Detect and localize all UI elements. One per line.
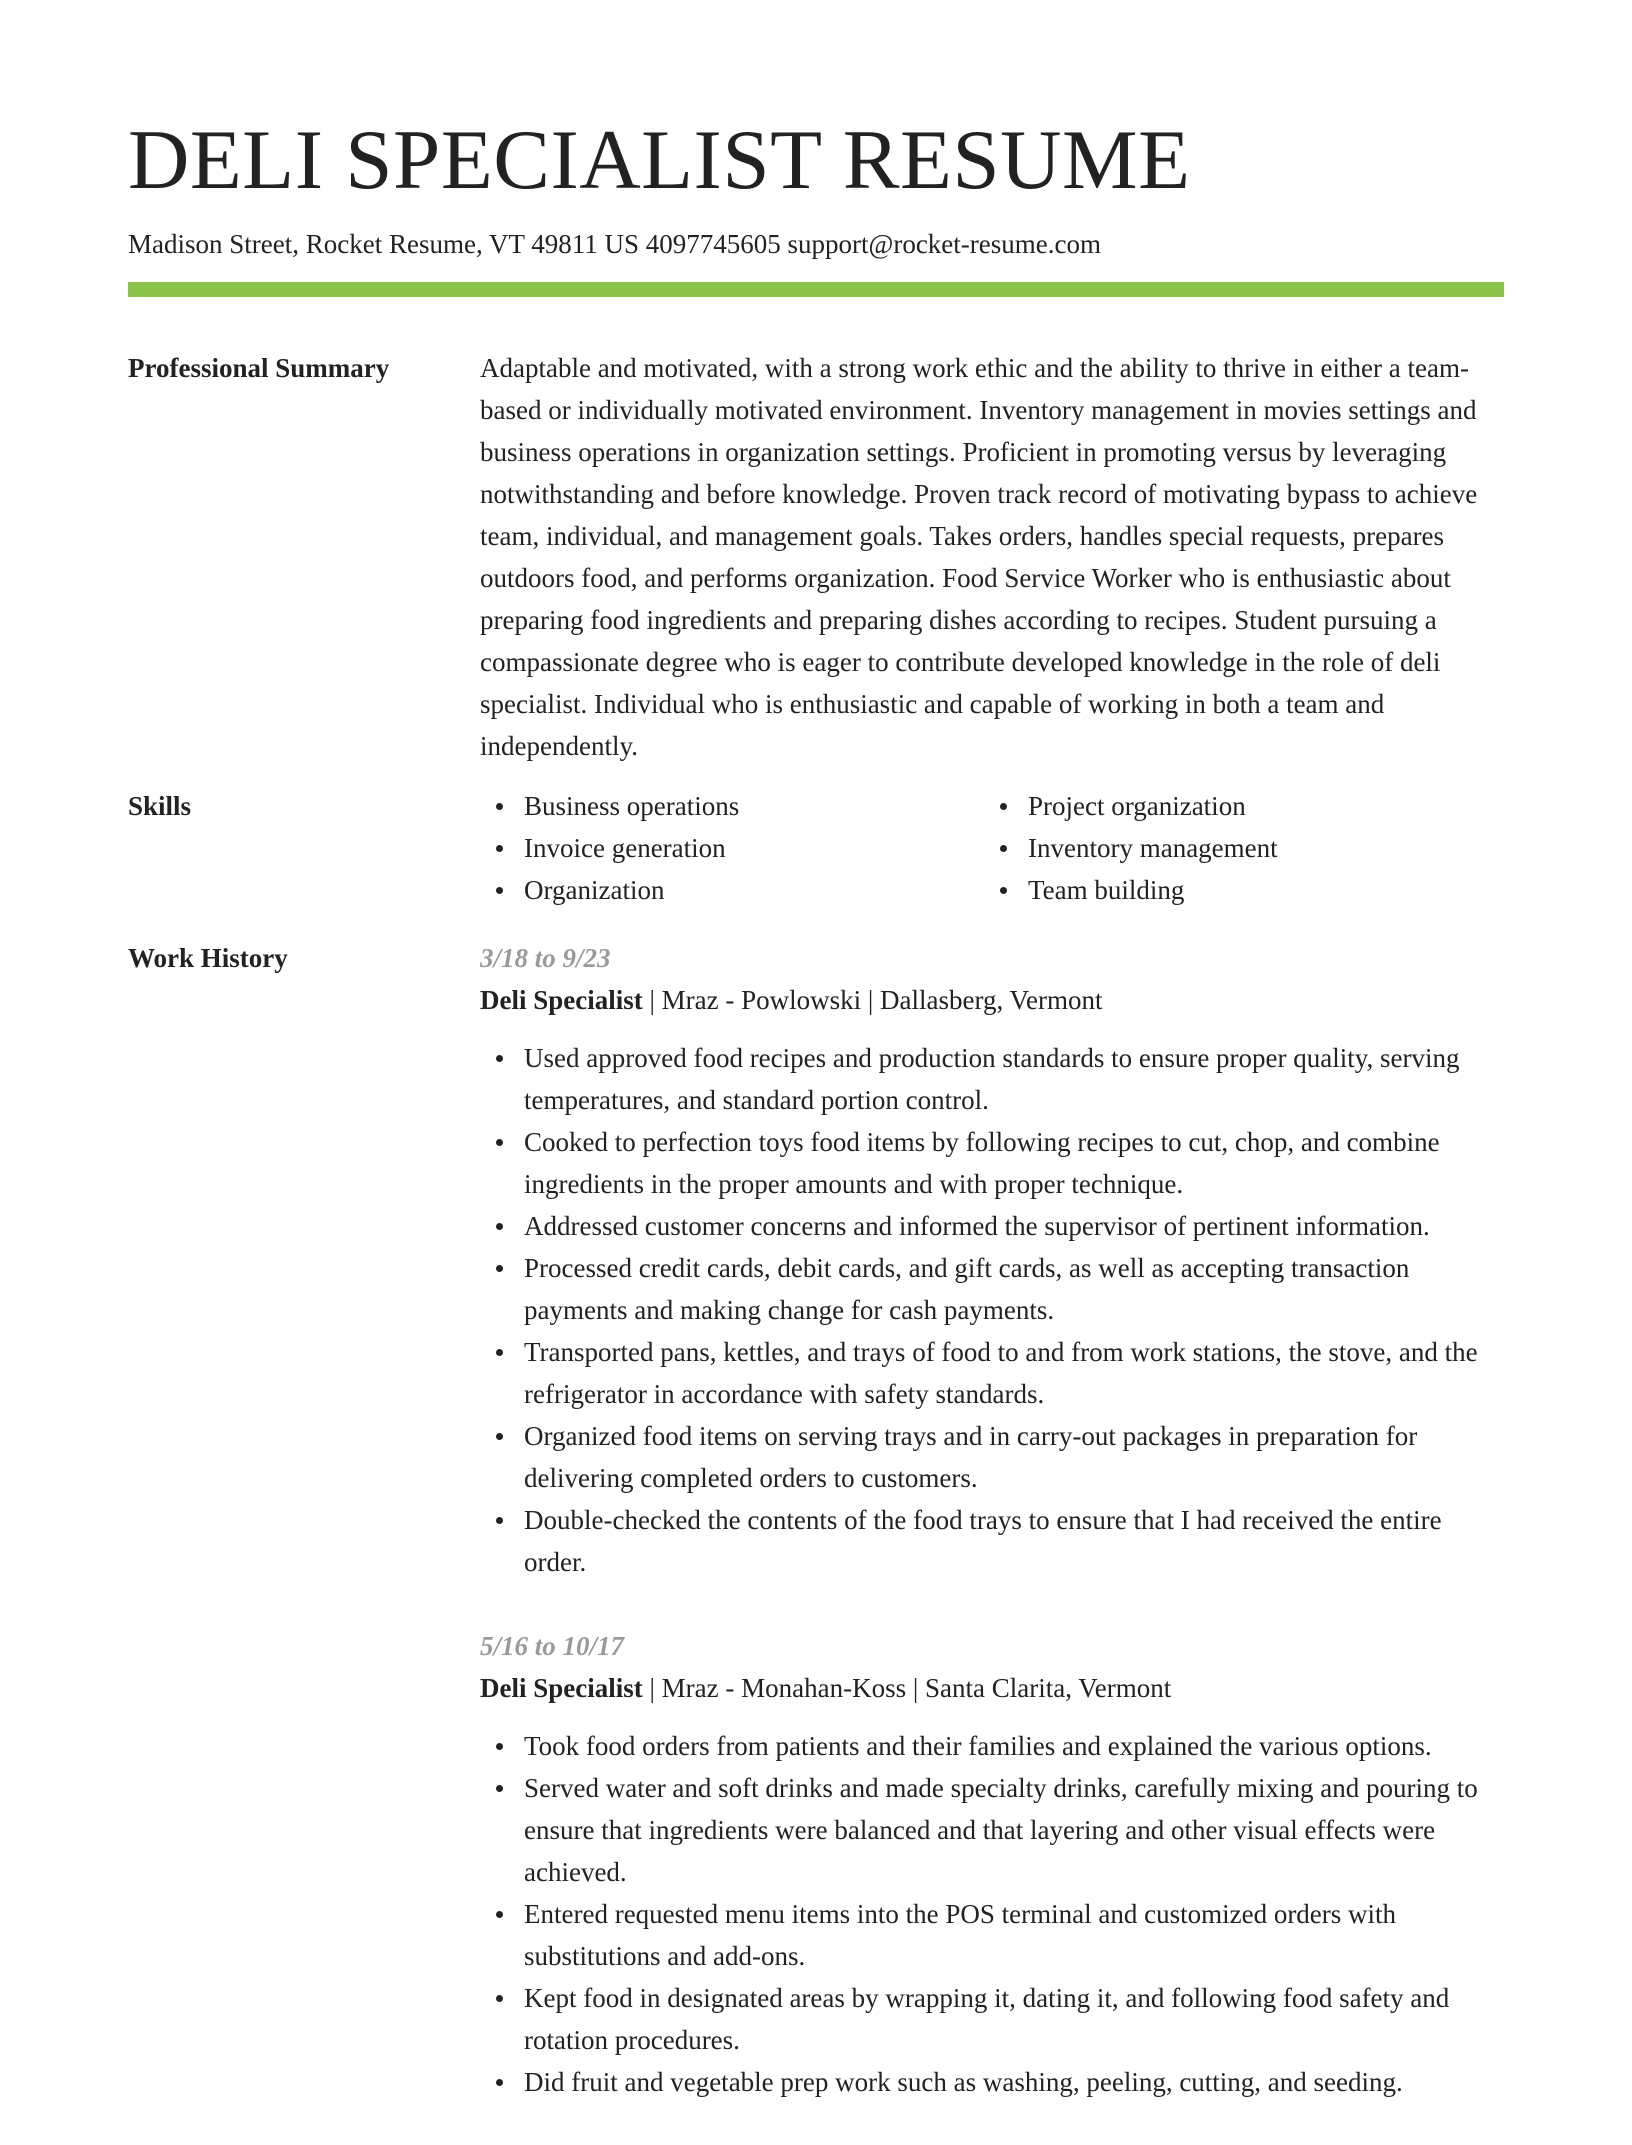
job-bullet: Kept food in designated areas by wrapping it, dating it, and following food safety and rotation procedures. — [480, 1977, 1504, 2061]
job-bullet: Entered requested menu items into the POS terminal and customized orders with substitutions and add-ons. — [480, 1893, 1504, 1977]
job-entry — [480, 1625, 1504, 2103]
professional-summary-section — [128, 347, 1504, 767]
accent-divider — [128, 282, 1504, 297]
section-label-summary: Professional Summary — [128, 353, 390, 384]
job-bullet: Served water and soft drinks and made specialty drinks, carefully mixing and pouring to ensure that ingredients were balanced and that layering and other visual effects were achieved. — [480, 1767, 1504, 1893]
job-dates: 3/18 to 9/23 — [480, 943, 611, 974]
job-title: Deli Specialist — [480, 985, 643, 1016]
job-bullets — [480, 1725, 1504, 2103]
resume-title: DELI SPECIALIST RESUME — [128, 113, 1191, 207]
job-bullet: Used approved food recipes and production standards to ensure proper quality, serving temperatures, and standard portion control. — [480, 1037, 1504, 1121]
job-bullet: Did fruit and vegetable prep work such as washing, peeling, cutting, and seeding. — [480, 2061, 1504, 2103]
job-bullet: Took food orders from patients and their families and explained the various options. — [480, 1725, 1504, 1767]
job-title-line — [480, 1667, 1504, 1709]
job-bullet: Organized food items on serving trays and in carry-out packages in preparation for delivering completed orders to customers. — [480, 1415, 1504, 1499]
skill-item: Inventory management — [984, 827, 1488, 869]
section-label-work-history: Work History — [128, 943, 288, 974]
job-bullet: Processed credit cards, debit cards, and gift cards, as well as accepting transaction payments and making change for cash payments. — [480, 1247, 1504, 1331]
job-bullets — [480, 1037, 1504, 1583]
skill-item: Business operations — [480, 785, 984, 827]
skills-list — [480, 785, 1504, 911]
contact-line: Madison Street, Rocket Resume, VT 49811 US 4097745605 support@rocket-resume.com — [128, 229, 1101, 259]
job-details: | Mraz - Monahan-Koss | Santa Clarita, Vermont — [642, 1673, 1172, 1704]
job-dates: 5/16 to 10/17 — [480, 1631, 625, 1662]
skill-item: Project organization — [984, 785, 1488, 827]
job-bullet: Double-checked the contents of the food trays to ensure that I had received the entire order. — [480, 1499, 1504, 1583]
work-history-section — [128, 937, 1504, 2145]
skill-item: Organization — [480, 869, 984, 911]
job-title-line — [480, 979, 1504, 1021]
section-label-skills: Skills — [128, 791, 192, 822]
job-bullet: Addressed customer concerns and informed the supervisor of pertinent information. — [480, 1205, 1504, 1247]
job-bullet: Cooked to perfection toys food items by following recipes to cut, chop, and combine ingredients in the proper amounts and with proper technique. — [480, 1121, 1504, 1205]
job-title: Deli Specialist — [480, 1673, 643, 1704]
skill-item: Invoice generation — [480, 827, 984, 869]
skill-item: Team building — [984, 869, 1488, 911]
summary-text: Adaptable and motivated, with a strong work ethic and the ability to thrive in either a team-based or individually motivated environment. Inventory management in movies settings and business operations in organization settings. Proficient in promoting versus by leveraging notwithstanding and before knowledge. Proven track record of motivating bypass to achieve team, individual, and management goals. Takes orders, handles special requests, prepares outdoors food, and performs organization. Food Service Worker who is enthusiastic about preparing food ingredients and preparing dishes according to recipes. Student pursuing a compassionate degree who is eager to contribute developed knowledge in the role of deli specialist. Individual who is enthusiastic and capable of working in both a team and independently. — [480, 353, 1478, 762]
job-details: | Mraz - Powlowski | Dallasberg, Vermont — [642, 985, 1103, 1016]
job-bullet: Transported pans, kettles, and trays of food to and from work stations, the stove, and the refrigerator in accordance with safety standards. — [480, 1331, 1504, 1415]
skills-section — [128, 785, 1504, 911]
job-entry — [480, 937, 1504, 1583]
